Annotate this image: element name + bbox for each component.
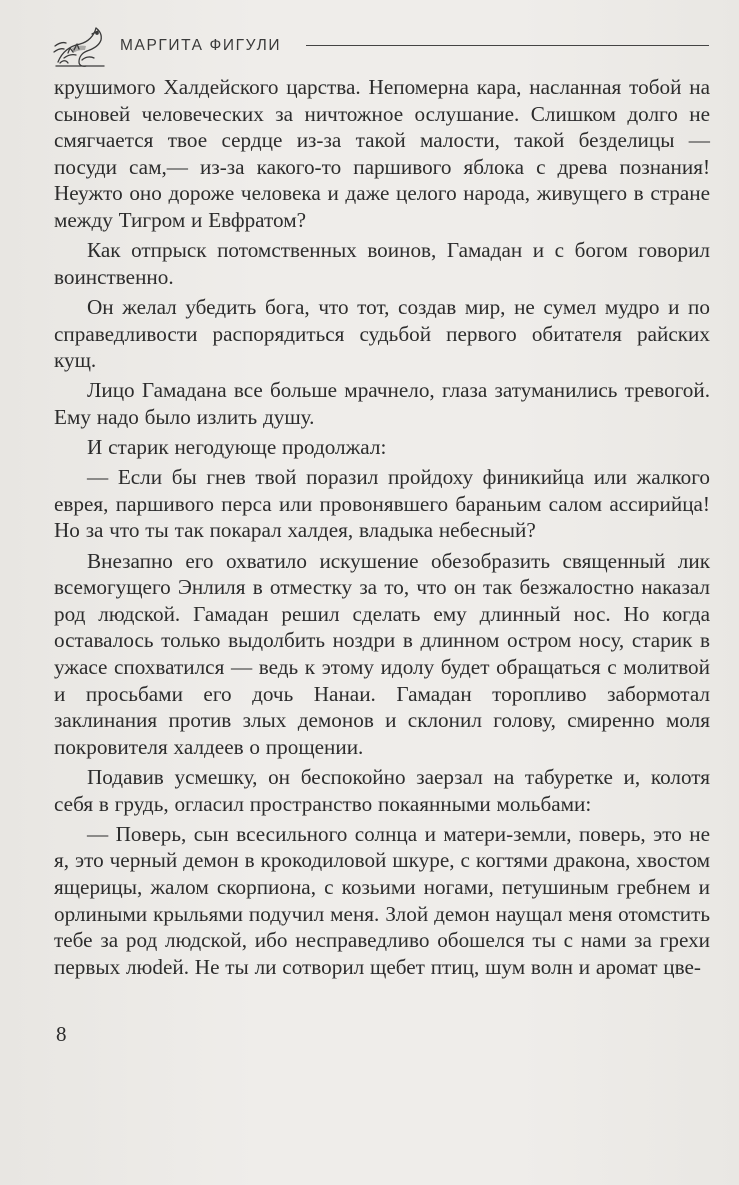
paragraph: Лицо Гамадана все больше мрачнело, глаза затуманились тревогой. Ему надо было излить душу.: [54, 378, 710, 429]
paragraph: крушимого Халдейского царства. Непомерна кара, насланная тобой на сыновей человеческих за ничтожное ослушание. Слишком долго не смягчается твое сердце из-за такой малости, такой безделицы — посуди сам,— из-за какого-то паршивого яблока с древа познания! Неужто оно дороже человека и даже целого народа, живущего в стране между Тигром и Евфратом?: [54, 75, 710, 232]
page-number: 8: [56, 1022, 67, 1046]
paragraph: Внезапно его охватило искушение обезобразить священный лик всемогущего Энлиля в отместку за то, что он так безжалостно наказал род людской. Гамадан решил сделать ему длинный нос. Но когда оставалось только выдолбить ноздри в длинном остром носу, старик в ужасе спохватился — ведь к этому идолу будет обращаться с молитвой и просьбами его дочь Нанаи. Гамадан торопливо забормотал заклинания против злых демонов и склонил голову, смиренно моля покровителя халдеев о прощении.: [54, 548, 710, 759]
running-head: [52, 22, 712, 72]
paragraph: Подавив усмешку, он беспокойно заерзал на табуретке и, колотя себя в грудь, огласил пространство покаянными мольбами:: [54, 765, 710, 816]
paragraph: — Если бы гнев твой поразил пройдоху финикийца или жалкого еврея, паршивого перса или провонявшего бараньим салом ассирийца! Но за что ты так покарал халдея, владыка небесный?: [54, 465, 710, 543]
paragraph: И старик негодующе продолжал:: [87, 435, 387, 460]
paragraph: Он желал убедить бога, что тот, создав мир, не сумел мудро и по справедливости распорядиться судьбой первого обитателя райских кущ.: [54, 294, 710, 373]
author-name: МАРГИТА ФИГУЛИ: [120, 37, 282, 54]
paragraph: Как отпрыск потомственных воинов, Гамадан и с богом говорил воинственно.: [54, 238, 710, 289]
dragon-emblem-icon: [52, 22, 108, 70]
header-rule: [306, 45, 709, 46]
paragraph: — Поверь, сын всесильного солнца и матери-земли, поверь, это не я, это черный демон в крокодиловой шкуре, с когтями дракона, хвостом ящерицы, жалом скорпиона, с козьими ногами, петушиным гребнем и орлиными крыльями подучил меня. Злой демон наущал меня отомстить тебе за род людской, ибо несправедливо обошелся ты с нами за грехи первых люdей. Не ты ли сотворил щебет птиц, шум волн и аромат цве-: [54, 821, 710, 979]
body-text: [54, 74, 710, 980]
